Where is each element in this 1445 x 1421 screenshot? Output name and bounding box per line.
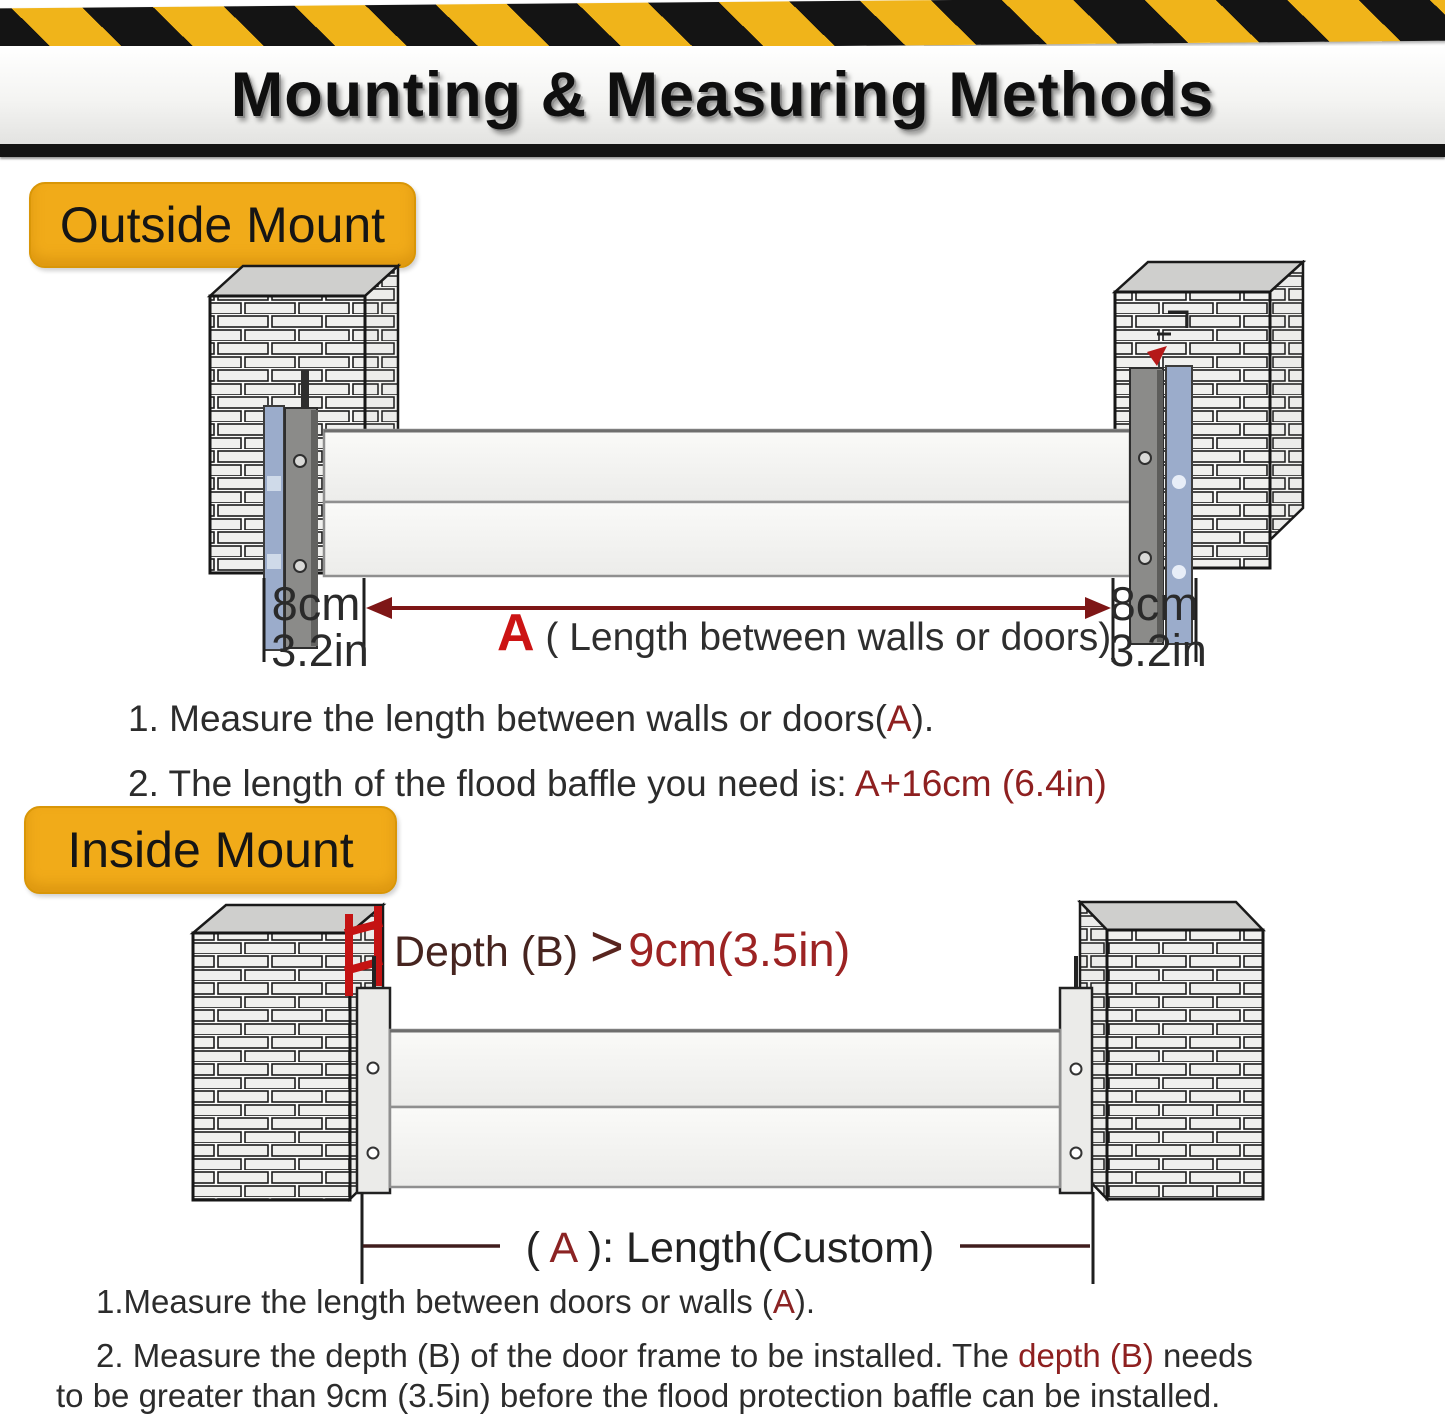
- step-text: 2. Measure the depth (B) of the door frame to be installed. The: [96, 1337, 1019, 1374]
- depth-label: [394, 914, 850, 979]
- length-pre: (: [525, 1224, 540, 1272]
- offset-label-right-inch: 3.2in: [1109, 625, 1207, 676]
- length-annotation: [362, 1192, 1093, 1284]
- depth-label-text: Depth (B): [394, 928, 590, 976]
- inside-step-1: [56, 1282, 1421, 1322]
- outside-step-1: [128, 692, 1107, 745]
- barrier-panel-top: [324, 430, 1130, 502]
- pillar-top-face: [1080, 902, 1263, 930]
- length-post: ): Length(Custom): [587, 1224, 935, 1272]
- inside-step-2: [56, 1336, 1421, 1416]
- length-letter: A: [549, 1224, 576, 1272]
- channel-screw: [1071, 1064, 1082, 1075]
- offset-label-left-inch: 3.2in: [271, 625, 369, 676]
- step-text-line2: to be greater than 9cm (3.5in) before the flood protection baffle can be installed.: [56, 1377, 1221, 1414]
- seal-strip-mark: [267, 476, 281, 491]
- flood-barrier-panels: [324, 430, 1130, 576]
- inside-mount-diagram: [0, 900, 1445, 1290]
- outside-mount-badge-label: Outside Mount: [59, 197, 386, 253]
- channel-screw: [1071, 1148, 1082, 1159]
- channel-screw: [368, 1063, 379, 1074]
- step-text: ).: [794, 1283, 816, 1320]
- outside-mount-badge: [29, 182, 416, 268]
- step-text: 2. The length of the flood baffle you need is:: [128, 763, 855, 804]
- step-text: ).: [911, 698, 935, 739]
- outside-mount-diagram: [0, 260, 1445, 690]
- header-divider-bar: [0, 144, 1445, 157]
- right-mounting-channel: [1060, 956, 1092, 1193]
- step-text: needs: [1153, 1337, 1253, 1374]
- outside-mount-steps: [128, 692, 1107, 822]
- channel-bar: [1060, 988, 1092, 1193]
- title-band: [0, 46, 1445, 144]
- greater-than-symbol: >: [589, 914, 624, 979]
- pillar-front-face: [193, 933, 350, 1200]
- inside-mount-badge: [24, 806, 397, 894]
- step-highlight: A: [772, 1283, 795, 1320]
- flood-barrier-panels: [390, 1030, 1060, 1187]
- offset-label-left-cm: 8cm: [271, 577, 361, 630]
- right-brick-pillar: [1080, 902, 1263, 1199]
- seal-strip-mark: [267, 554, 281, 569]
- barrier-panel-bottom: [390, 1107, 1060, 1187]
- step-highlight: depth (B): [1018, 1337, 1154, 1374]
- anchor-pin: [301, 370, 309, 410]
- barrier-panel-top: [390, 1030, 1060, 1107]
- page-title: Mounting & Measuring Methods: [230, 60, 1215, 130]
- bracket-screw: [294, 455, 306, 467]
- span-text: ( Length between walls or doors): [545, 616, 1112, 659]
- step-highlight: A: [886, 698, 912, 739]
- channel-bar: [357, 988, 390, 1193]
- step-text: 1. Measure the length between walls or doors(: [128, 698, 887, 739]
- inside-mount-steps: [56, 1282, 1421, 1416]
- inside-mount-badge-label: Inside Mount: [67, 822, 354, 878]
- pillar-side-face: [1270, 262, 1303, 540]
- channel-screw: [368, 1148, 379, 1159]
- seal-strip-dot: [1172, 475, 1186, 489]
- left-mounting-channel: [357, 956, 390, 1193]
- length-label: [526, 1224, 935, 1272]
- offset-label-right-cm: 8cm: [1109, 577, 1199, 630]
- bracket-screw: [1139, 452, 1151, 464]
- arrowhead-left: [366, 597, 392, 619]
- step-text: 1.Measure the length between doors or walls (: [96, 1283, 773, 1320]
- left-brick-pillar: [193, 905, 383, 1200]
- pillar-front-face: [1107, 930, 1263, 1199]
- barrier-panel-bottom: [324, 502, 1130, 576]
- span-letter: A: [497, 604, 535, 662]
- step-highlight: A+16cm (6.4in): [854, 763, 1107, 804]
- outside-step-2: [128, 757, 1107, 810]
- bracket-screw: [1139, 552, 1151, 564]
- dimension-annotations: [264, 577, 1207, 676]
- depth-value: 9cm(3.5in): [628, 923, 851, 976]
- span-label: [497, 604, 1111, 662]
- bracket-screw: [294, 560, 306, 572]
